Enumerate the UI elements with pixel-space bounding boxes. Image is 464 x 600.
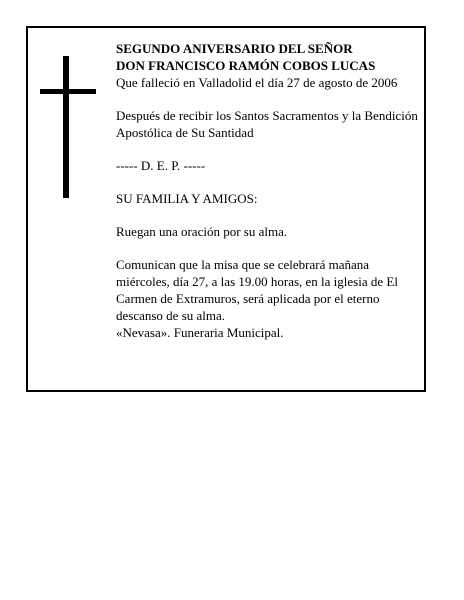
cross-icon (40, 56, 96, 198)
notice-title-line2: DON FRANCISCO RAMÓN COBOS LUCAS (116, 58, 376, 73)
funeral-home: «Nevasa». Funeraria Municipal. (116, 325, 284, 340)
family-heading: SU FAMILIA Y AMIGOS: (116, 191, 258, 206)
obituary-notice (26, 26, 426, 392)
cross-vertical-bar (63, 56, 69, 198)
cross-horizontal-bar (40, 89, 96, 94)
rip-line: ----- D. E. P. ----- (116, 158, 206, 173)
sacraments-text: Después de recibir los Santos Sacramentos y la Bendición Apostólica de Su Santidad (116, 108, 418, 140)
prayer-request: Ruegan una oración por su alma. (116, 224, 288, 239)
death-info: Que falleció en Valladolid el día 27 de agosto de 2006 (116, 75, 398, 90)
mass-info: Comunican que la misa que se celebrará mañana miércoles, día 27, a las 19.00 horas, en la iglesia de El Carmen de Extramuros, será aplicada por el eterno descanso de su alma. (116, 257, 398, 323)
notice-text (116, 40, 418, 341)
notice-title-line1: SEGUNDO ANIVERSARIO DEL SEÑOR (116, 41, 353, 56)
